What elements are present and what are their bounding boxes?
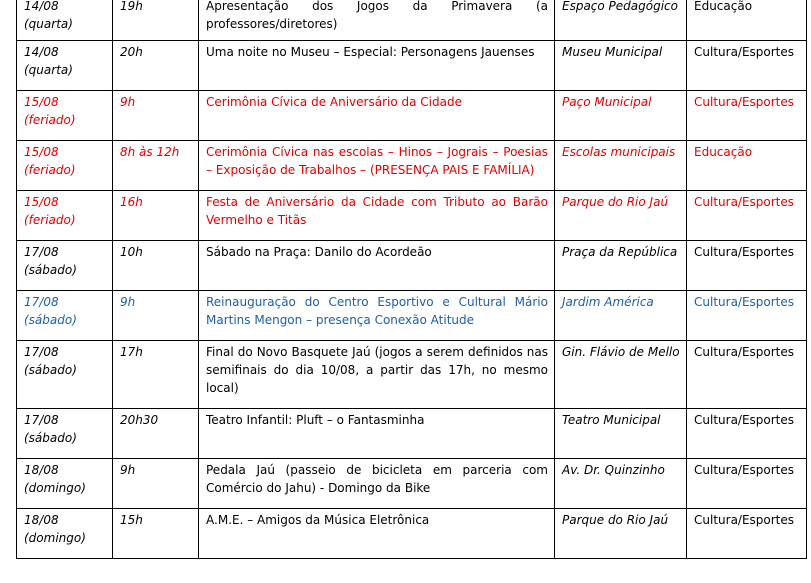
place-cell: Parque do Rio Jaú [555, 191, 687, 241]
date-text: 18/08 [24, 463, 59, 477]
weekday-text: (sábado) [24, 431, 77, 445]
table-row [17, 291, 807, 341]
events-schedule-table [16, 0, 807, 559]
table-row [17, 91, 807, 141]
place-cell: Praça da República [555, 241, 687, 291]
time-cell: 15h [113, 509, 199, 559]
event-cell: Final do Novo Basquete Jaú (jogos a serem definidos nas semifinais do dia 10/08, a partir das 17h, no mesmo local) [199, 341, 555, 409]
place-cell: Teatro Municipal [555, 409, 687, 459]
date-cell [17, 191, 113, 241]
table-row [17, 459, 807, 509]
time-cell: 9h [113, 291, 199, 341]
place-cell: Gin. Flávio de Mello [555, 341, 687, 409]
place-cell: Paço Municipal [555, 91, 687, 141]
date-cell [17, 241, 113, 291]
date-cell [17, 0, 113, 41]
date-cell [17, 459, 113, 509]
table-row [17, 341, 807, 409]
category-cell: Cultura/Esportes [687, 191, 807, 241]
event-cell: Teatro Infantil: Pluft – o Fantasminha [199, 409, 555, 459]
weekday-text: (feriado) [24, 213, 76, 227]
event-cell: A.M.E. – Amigos da Música Eletrônica [199, 509, 555, 559]
weekday-text: (sábado) [24, 263, 77, 277]
time-cell: 17h [113, 341, 199, 409]
time-cell: 20h [113, 41, 199, 91]
date-cell [17, 509, 113, 559]
category-cell: Cultura/Esportes [687, 509, 807, 559]
weekday-text: (sábado) [24, 363, 77, 377]
time-cell: 8h às 12h [113, 141, 199, 191]
table-row [17, 191, 807, 241]
date-text: 18/08 [24, 513, 59, 527]
category-cell: Educação [687, 0, 807, 41]
event-cell: Uma noite no Museu – Especial: Personagens Jauenses [199, 41, 555, 91]
place-cell: Jardim América [555, 291, 687, 341]
category-cell: Cultura/Esportes [687, 459, 807, 509]
category-cell: Cultura/Esportes [687, 241, 807, 291]
table-row [17, 41, 807, 91]
date-text: 15/08 [24, 195, 59, 209]
place-cell: Espaço Pedagógico [555, 0, 687, 41]
table-row [17, 509, 807, 559]
weekday-text: (feriado) [24, 113, 76, 127]
place-cell: Escolas municipais [555, 141, 687, 191]
date-text: 15/08 [24, 95, 59, 109]
date-text: 15/08 [24, 145, 59, 159]
weekday-text: (feriado) [24, 163, 76, 177]
date-cell [17, 141, 113, 191]
category-cell: Cultura/Esportes [687, 41, 807, 91]
weekday-text: (quarta) [24, 17, 73, 31]
time-cell: 19h [113, 0, 199, 41]
table-row [17, 0, 807, 41]
place-cell: Museu Municipal [555, 41, 687, 91]
category-cell: Cultura/Esportes [687, 291, 807, 341]
date-text: 17/08 [24, 295, 59, 309]
time-cell: 9h [113, 91, 199, 141]
event-cell: Apresentação dos Jogos da Primavera (a professores/diretores) [199, 0, 555, 41]
date-text: 14/08 [24, 45, 59, 59]
date-cell [17, 341, 113, 409]
weekday-text: (domingo) [24, 481, 86, 495]
category-cell: Cultura/Esportes [687, 91, 807, 141]
date-cell [17, 41, 113, 91]
time-cell: 20h30 [113, 409, 199, 459]
event-cell: Festa de Aniversário da Cidade com Tributo ao Barão Vermelho e Titãs [199, 191, 555, 241]
date-text: 17/08 [24, 413, 59, 427]
date-cell [17, 409, 113, 459]
place-cell: Av. Dr. Quinzinho [555, 459, 687, 509]
time-cell: 16h [113, 191, 199, 241]
place-cell: Parque do Rio Jaú [555, 509, 687, 559]
date-text: 14/08 [24, 0, 59, 13]
date-text: 17/08 [24, 245, 59, 259]
table-row [17, 241, 807, 291]
table-row [17, 141, 807, 191]
category-cell: Cultura/Esportes [687, 341, 807, 409]
event-cell: Sábado na Praça: Danilo do Acordeão [199, 241, 555, 291]
category-cell: Cultura/Esportes [687, 409, 807, 459]
event-cell: Reinauguração do Centro Esportivo e Cultural Mário Martins Mengon – presença Conexão Atitude [199, 291, 555, 341]
event-cell: Pedala Jaú (passeio de bicicleta em parceria com Comércio do Jahu) - Domingo da Bike [199, 459, 555, 509]
date-cell [17, 91, 113, 141]
event-cell: Cerimônia Cívica de Aniversário da Cidade [199, 91, 555, 141]
category-cell: Educação [687, 141, 807, 191]
weekday-text: (sábado) [24, 313, 77, 327]
time-cell: 9h [113, 459, 199, 509]
weekday-text: (quarta) [24, 63, 73, 77]
weekday-text: (domingo) [24, 531, 86, 545]
event-cell: Cerimônia Cívica nas escolas – Hinos – Jograis – Poesias – Exposição de Trabalhos – (PRESENÇA PAIS E FAMÍLIA) [199, 141, 555, 191]
date-text: 17/08 [24, 345, 59, 359]
table-row [17, 409, 807, 459]
date-cell [17, 291, 113, 341]
time-cell: 10h [113, 241, 199, 291]
